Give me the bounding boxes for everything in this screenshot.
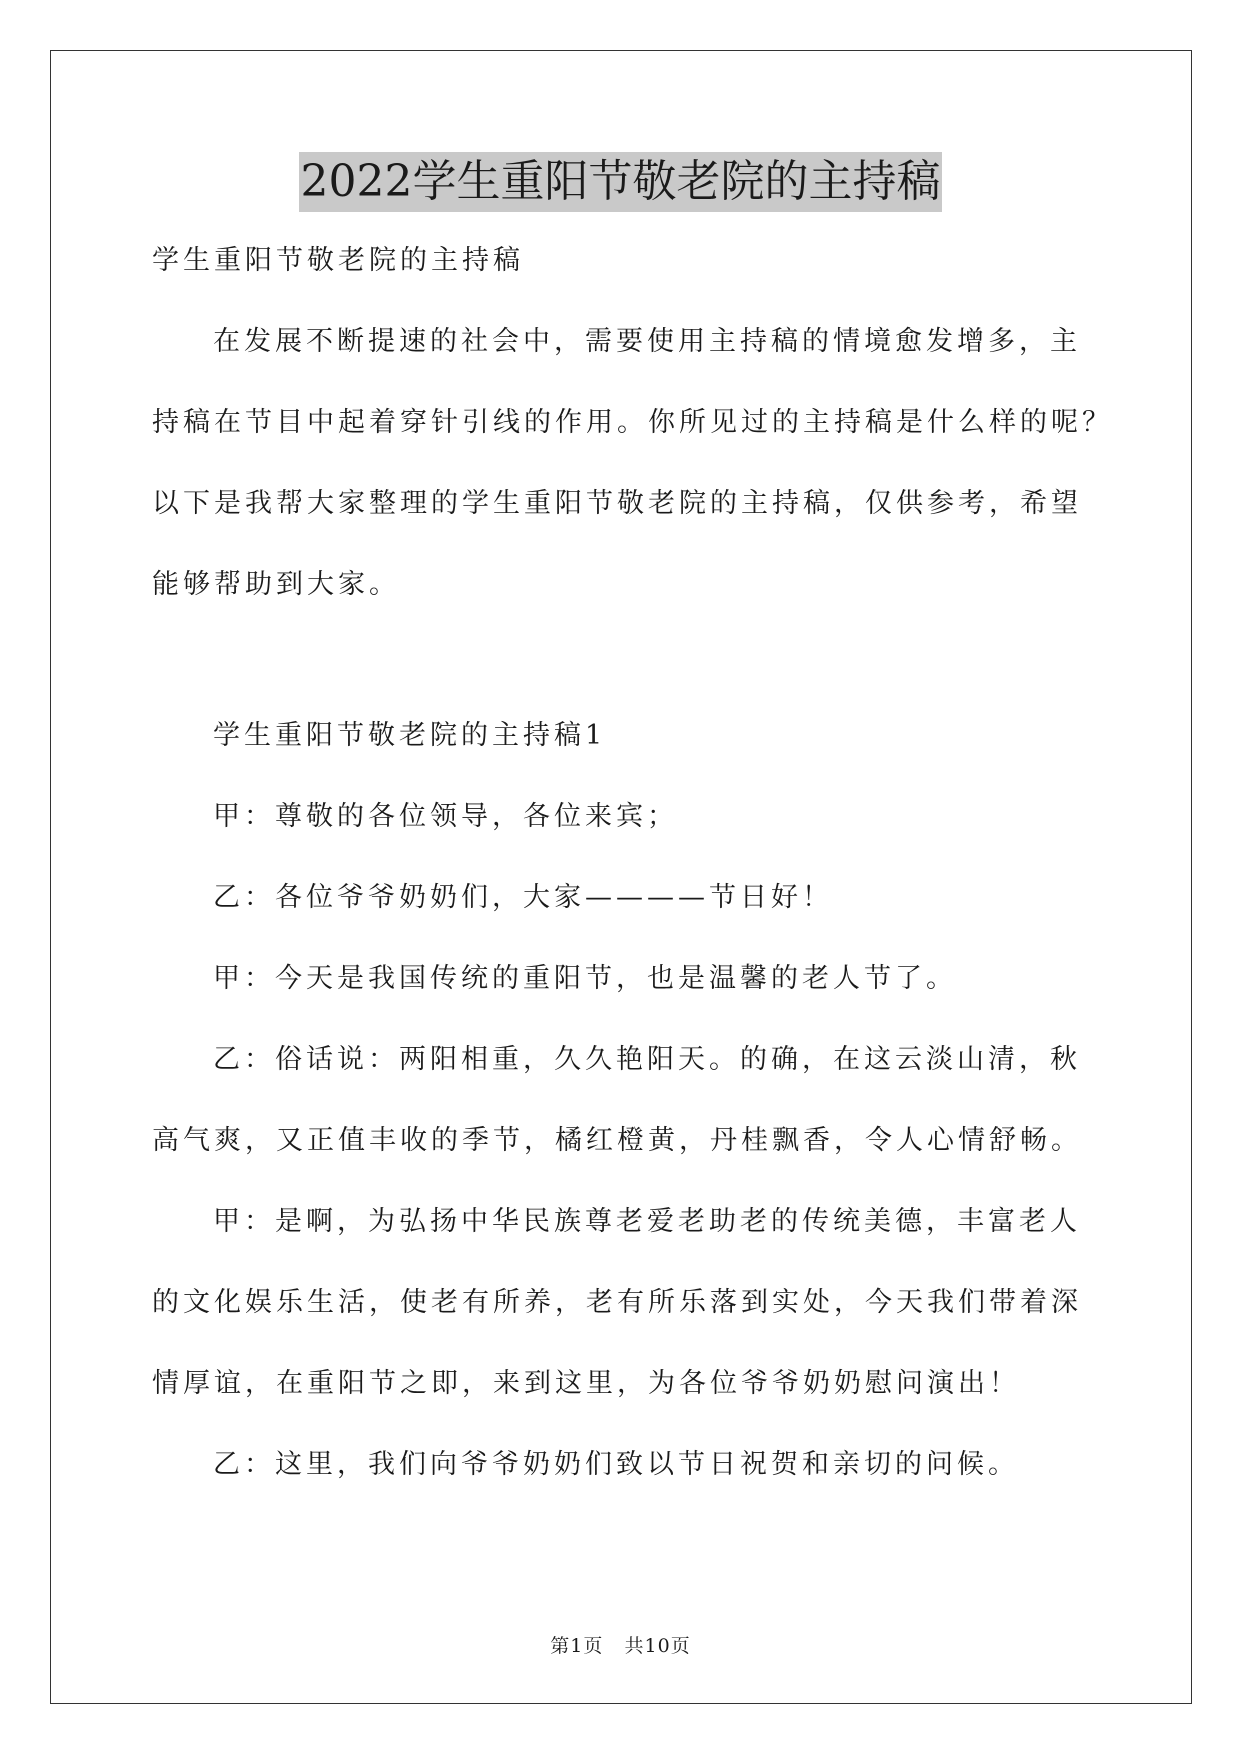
dialogue-line: 甲：是啊，为弘扬中华民族尊老爱老助老的传统美德，丰富老人 [213,1206,1081,1237]
title-container [0,152,1241,212]
page-footer [0,1631,1241,1658]
intro-line: 以下是我帮大家整理的学生重阳节敬老院的主持稿，仅供参考，希望 [152,488,1082,519]
dialogue-line: 乙：俗话说：两阳相重，久久艳阳天。的确，在这云淡山清，秋 [213,1044,1081,1075]
page-number: 第1页 [550,1635,604,1657]
dialogue-line: 情厚谊，在重阳节之即，来到这里，为各位爷爷奶奶慰问演出！ [152,1368,1020,1399]
section-heading: 学生重阳节敬老院的主持稿1 [213,720,607,751]
dialogue-line: 乙：这里，我们向爷爷奶奶们致以节日祝贺和亲切的问候。 [213,1449,1019,1480]
document-body [152,236,1113,1521]
dialogue-block [152,792,1092,1521]
section-spacer [152,641,1092,711]
intro-line: 持稿在节目中起着穿针引线的作用。你所见过的主持稿是什么样的呢？ [152,407,1113,438]
subtitle: 学生重阳节敬老院的主持稿 [152,245,524,276]
dialogue-line: 的文化娱乐生活，使老有所养，老有所乐落到实处，今天我们带着深 [152,1287,1082,1318]
intro-line: 在发展不断提速的社会中，需要使用主持稿的情境愈发增多，主 [213,326,1081,357]
dialogue-line: 甲：今天是我国传统的重阳节，也是温馨的老人节了。 [213,963,957,994]
document-title: 2022学生重阳节敬老院的主持稿 [299,152,943,212]
intro-line: 能够帮助到大家。 [152,569,400,600]
page-total: 共10页 [624,1635,691,1657]
dialogue-line: 乙：各位爷爷奶奶们，大家————节日好！ [213,882,833,913]
dialogue-line: 甲：尊敬的各位领导，各位来宾； [213,801,678,832]
dialogue-line: 高气爽，又正值丰收的季节，橘红橙黄，丹桂飘香，令人心情舒畅。 [152,1125,1082,1156]
